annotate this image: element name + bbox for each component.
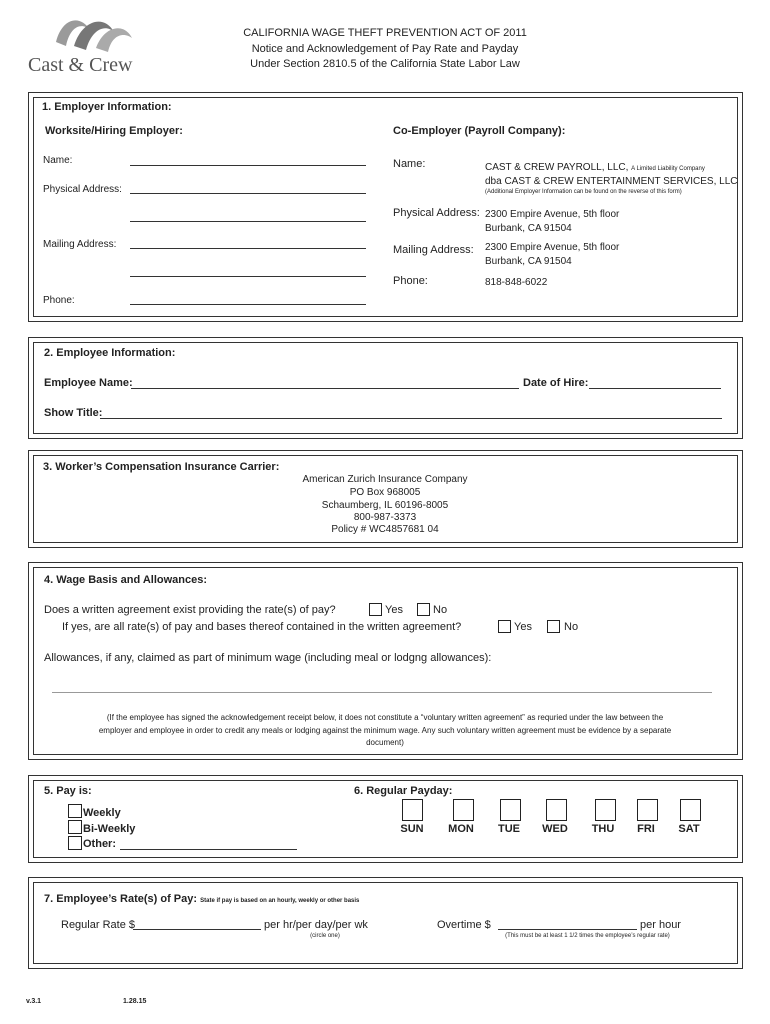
pay-other-field[interactable] bbox=[120, 849, 297, 850]
carrier-po-box: PO Box 968005 bbox=[349, 487, 421, 498]
payday-wed-box[interactable] bbox=[546, 799, 567, 821]
payday-thu-label: THU bbox=[591, 823, 615, 835]
date-of-hire-field[interactable] bbox=[589, 388, 721, 389]
rates-no-label: No bbox=[564, 621, 579, 633]
section3-title: 3. Worker’s Compensation Insurance Carrier: bbox=[43, 461, 280, 473]
section-rates-of-pay bbox=[28, 877, 743, 969]
payday-sat-box[interactable] bbox=[680, 799, 701, 821]
revision-date: 1.28.15 bbox=[123, 998, 147, 1005]
payday-wed-label: WED bbox=[542, 823, 568, 835]
pay-biweekly-label: Bi-Weekly bbox=[83, 823, 136, 835]
payday-thu-box[interactable] bbox=[595, 799, 616, 821]
rates-contained-question: If yes, are all rate(s) of pay and bases thereof contained in the written agreement? bbox=[62, 621, 462, 633]
payday-mon-label: MON bbox=[448, 823, 474, 835]
co-phone-value: 818-848-6022 bbox=[485, 277, 548, 288]
co-mailing-1: 2300 Empire Avenue, 5th floor bbox=[485, 242, 620, 253]
carrier-city: Schaumberg, IL 60196-8005 bbox=[321, 500, 449, 511]
agreement-yes-checkbox[interactable] bbox=[369, 603, 382, 616]
form-title-line2: Notice and Acknowledgement of Pay Rate and Payday bbox=[251, 43, 519, 55]
employer-phone-field[interactable] bbox=[130, 304, 366, 305]
coemployer-heading: Co-Employer (Payroll Company): bbox=[393, 125, 566, 137]
worksite-heading: Worksite/Hiring Employer: bbox=[45, 125, 183, 137]
co-physical-2: Burbank, CA 91504 bbox=[485, 223, 572, 234]
regular-rate-label: Regular Rate $ bbox=[61, 919, 135, 931]
agreement-no-label: No bbox=[433, 604, 448, 616]
agreement-no-checkbox[interactable] bbox=[417, 603, 430, 616]
payday-sat-label: SAT bbox=[678, 823, 700, 835]
pay-biweekly-checkbox[interactable] bbox=[68, 820, 82, 834]
rates-no-checkbox[interactable] bbox=[547, 620, 560, 633]
employee-name-label: Employee Name: bbox=[44, 377, 133, 389]
section1-title: 1. Employer Information: bbox=[42, 101, 172, 113]
version-label: v.3.1 bbox=[26, 998, 42, 1005]
agreement-note-3: document) bbox=[366, 738, 404, 747]
payday-sun-label: SUN bbox=[400, 823, 424, 835]
overtime-label: Overtime $ bbox=[437, 919, 491, 931]
payday-tue-box[interactable] bbox=[500, 799, 521, 821]
form-title-line3: Under Section 2810.5 of the California State Labor Law bbox=[250, 58, 520, 70]
rates-yes-label: Yes bbox=[514, 621, 532, 633]
payday-sun-box[interactable] bbox=[402, 799, 423, 821]
employee-name-field[interactable] bbox=[131, 388, 519, 389]
pay-weekly-checkbox[interactable] bbox=[68, 804, 82, 818]
co-name-label: Name: bbox=[393, 158, 426, 170]
overtime-field[interactable] bbox=[498, 929, 637, 930]
show-title-field[interactable] bbox=[100, 418, 722, 419]
co-note: (Additional Employer Information can be found on the reverse of this form) bbox=[485, 189, 682, 195]
logo-text: Cast & Crew bbox=[28, 54, 133, 76]
pay-weekly-label: Weekly bbox=[83, 807, 121, 819]
employer-mailing-field[interactable] bbox=[130, 248, 366, 249]
co-name-value: CAST & CREW PAYROLL, LLC, A Limited Liability Company bbox=[485, 162, 705, 173]
employer-physical-field-2[interactable] bbox=[130, 221, 366, 222]
rates-yes-checkbox[interactable] bbox=[498, 620, 511, 633]
carrier-name: American Zurich Insurance Company bbox=[302, 474, 468, 485]
section2-title: 2. Employee Information: bbox=[44, 347, 176, 359]
cast-crew-logo-icon bbox=[52, 12, 134, 58]
employer-physical-label: Physical Address: bbox=[43, 184, 122, 195]
date-of-hire-label: Date of Hire: bbox=[523, 377, 589, 389]
agreement-note-2: employer and employee in order to credit any meals or lodging against the minimum wage. Any such voluntary written agreement must be evidence by a separate bbox=[98, 726, 672, 735]
overtime-note: (This must be at least 1 1/2 times the employee’s regular rate) bbox=[505, 933, 670, 939]
employer-mailing-field-2[interactable] bbox=[130, 276, 366, 277]
co-phone-label: Phone: bbox=[393, 275, 428, 287]
employer-mailing-label: Mailing Address: bbox=[43, 239, 117, 250]
carrier-phone: 800-987-3373 bbox=[353, 512, 417, 523]
co-dba: dba CAST & CREW ENTERTAINMENT SERVICES, LLC bbox=[485, 176, 738, 187]
payday-mon-box[interactable] bbox=[453, 799, 474, 821]
form-title-line1: CALIFORNIA WAGE THEFT PREVENTION ACT OF 2011 bbox=[243, 27, 527, 39]
pay-other-label: Other: bbox=[83, 838, 116, 850]
overtime-unit: per hour bbox=[640, 919, 681, 931]
employer-phone-label: Phone: bbox=[43, 295, 75, 306]
employer-name-field[interactable] bbox=[130, 165, 366, 166]
co-mailing-2: Burbank, CA 91504 bbox=[485, 256, 572, 267]
pay-other-checkbox[interactable] bbox=[68, 836, 82, 850]
agreement-note-1: (If the employee has signed the acknowledgement receipt below, it does not constitute a “voluntary written agreement” as requried under the law between the bbox=[106, 713, 664, 722]
circle-one-note: (circle one) bbox=[310, 933, 340, 939]
employer-name-label: Name: bbox=[43, 155, 73, 166]
employer-physical-field[interactable] bbox=[130, 193, 366, 194]
show-title-label: Show Title: bbox=[44, 407, 103, 419]
co-physical-1: 2300 Empire Avenue, 5th floor bbox=[485, 209, 620, 220]
co-mailing-label: Mailing Address: bbox=[393, 244, 474, 256]
payday-tue-label: TUE bbox=[498, 823, 520, 835]
regular-rate-unit: per hr/per day/per wk bbox=[264, 919, 368, 931]
payday-fri-box[interactable] bbox=[637, 799, 658, 821]
section6-title: 6. Regular Payday: bbox=[354, 785, 453, 797]
section5-title: 5. Pay is: bbox=[44, 785, 92, 797]
co-physical-label: Physical Address: bbox=[393, 207, 480, 219]
allowances-label: Allowances, if any, claimed as part of minimum wage (including meal or lodgng allowances): bbox=[44, 652, 492, 664]
carrier-policy: Policy # WC4857681 04 bbox=[331, 524, 439, 535]
agreement-question: Does a written agreement exist providing the rate(s) of pay? bbox=[44, 604, 336, 616]
allowances-field[interactable] bbox=[52, 692, 712, 693]
section7-title: 7. Employee’s Rate(s) of Pay: State if pay is based on an hourly, weekly or other basis bbox=[44, 893, 360, 905]
payday-fri-label: FRI bbox=[637, 823, 655, 835]
regular-rate-field[interactable] bbox=[133, 929, 261, 930]
section4-title: 4. Wage Basis and Allowances: bbox=[44, 574, 208, 586]
agreement-yes-label: Yes bbox=[385, 604, 403, 616]
